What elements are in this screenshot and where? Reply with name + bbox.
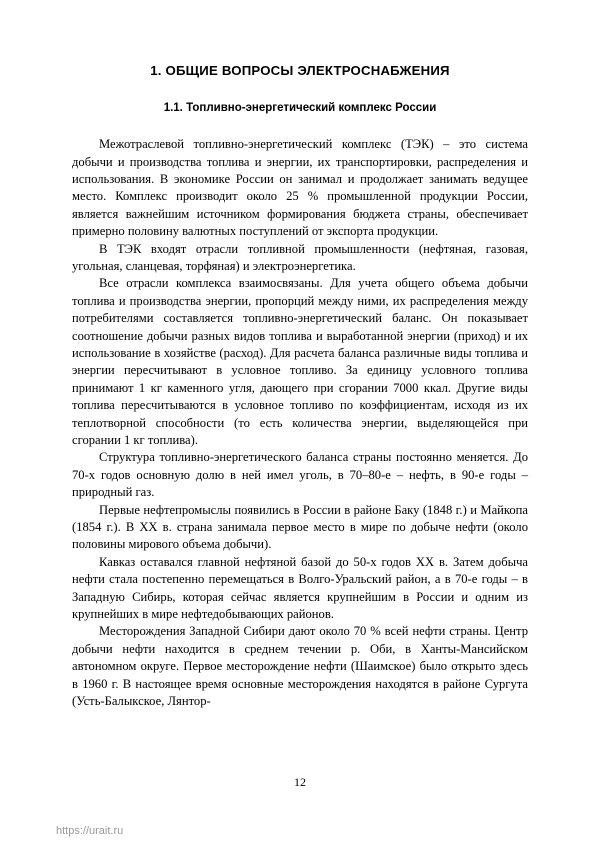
paragraph: Все отрасли комплекса взаимосвязаны. Для учета общего объема добычи топлива и производства энергии, пропорций между ними, их распределения между потребителями составляется топливно-энергетический баланс. Он показывает соотношение добычи разных видов топлива и выработанной энергии (приход) и их использование в хозяйстве (расход). Для расчета баланса различные виды топлива и энергии пересчитывают в условное топливо. За единицу условного топлива принимают 1 кг каменного угля, дающего при сгорании 7000 ккал. Другие виды топлива пересчитываются в условное топливо по коэффициентам, исходя из их теплотворной способности (то есть количества энергии, выделяющейся при сгорании 1 кг топлива). (72, 276, 528, 447)
paragraph: Первые нефтепромыслы появились в России в районе Баку (1848 г.) и Майкопа (1854 г.). В XX в. страна занимала первое место в мире по добыче нефти (около половины мирового объема добычи). (72, 502, 528, 552)
paragraph: Структура топливно-энергетического баланса страны постоянно меняется. До 70-х годов основную долю в ней имел уголь, в 70–80-е – нефть, в 90-е годы – природный газ. (72, 450, 528, 500)
body-text (72, 136, 528, 710)
paragraph: В ТЭК входят отрасли топливной промышленности (нефтяная, газовая, угольная, сланцевая, торфяная) и электроэнергетика. (72, 241, 528, 273)
watermark-url: https://urait.ru (56, 825, 124, 837)
paragraph: Месторождения Западной Сибири дают около 70 % всей нефти страны. Центр добычи нефти находится в среднем течении р. Оби, в Ханты-Мансийском автономном округе. Первое месторождение нефти (Шаимское) было открыто здесь в 1960 г. В настоящее время основные месторождения находятся в районе Сургута (Усть-Балыкское, Лянтор- (72, 624, 528, 709)
section-title: 1.1. Топливно-энергетический комплекс России (163, 102, 437, 115)
chapter-title: 1. ОБЩИЕ ВОПРОСЫ ЭЛЕКТРОСНАБЖЕНИЯ (150, 63, 450, 78)
paragraph: Межотраслевой топливно-энергетический комплекс (ТЭК) – это система добычи и производства топлива и энергии, их транспортировки, распределения и использования. В экономике России он занимал и продолжает занимать ведущее место. Комплекс производит около 25 % промышленной продукции России, является важнейшим источником формирования бюджета страны, обеспечивает примерно половину валютных поступлений от экспорта продукции. (72, 137, 528, 239)
page-number: 12 (294, 775, 306, 789)
paragraph: Кавказ оставался главной нефтяной базой до 50-х годов XX в. Затем добыча нефти стала постепенно перемещаться в Волго-Уральский район, а в 70-е годы – в Западную Сибирь, которая сейчас является крупнейшим в России и одним из крупнейших в мире нефтедобывающих районов. (72, 554, 528, 622)
page-content (72, 62, 528, 711)
